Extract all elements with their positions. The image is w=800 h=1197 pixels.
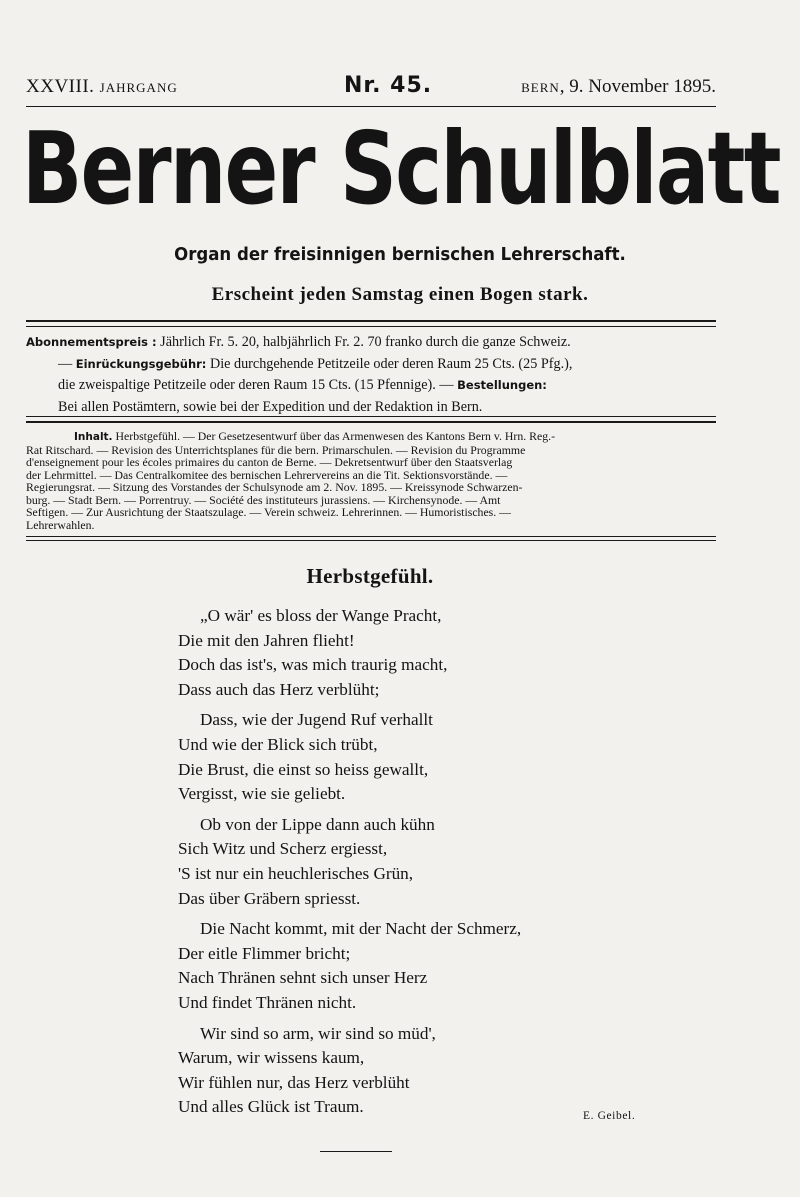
poem-verse: „O wär' es bloss der Wange Pracht, — [200, 606, 442, 625]
poem-verse: Wir sind so arm, wir sind so müd', — [200, 1023, 436, 1043]
poem-verse: Die Nacht kommt, mit der Nacht der Schmerz, — [200, 919, 522, 939]
poem-verse: Und alles Glück ist Traum. — [178, 1097, 364, 1117]
contents-line: Seftigen. — Zur Ausrichtung der Staatszulage. — Verein schweiz. Lehrerinnen. — Humoristisches. — — [26, 505, 511, 519]
poem-verse: 'S ist nur ein heuchlerisches Grün, — [178, 863, 414, 883]
price-text: Jährlich Fr. 5. 20, halbjährlich Fr. 2. 70 franko durch die ganze Schweiz. — [156, 334, 571, 350]
poem-verse: Und wie der Blick sich trübt, — [178, 734, 378, 754]
subscription-info — [26, 332, 716, 418]
contents-line: Lehrerwahlen. — [26, 517, 95, 532]
ad-fee-text: Die durchgehende Petitzeile oder deren Raum 25 Cts. (25 Pfg.), — [206, 355, 573, 372]
price-line — [26, 332, 716, 354]
issue-date — [521, 76, 716, 98]
poem-body — [178, 604, 658, 1126]
end-rule — [320, 1151, 392, 1152]
contents-bottom-rule-2 — [26, 540, 716, 541]
contents-label: Inhalt. — [74, 431, 113, 443]
contents-line: Regierungsrat. — Sitzung des Vorstandes der Schulsynode am 2. Nov. 1895. — Kreissynode Schwarzen- — [26, 480, 523, 494]
issue-header — [26, 73, 716, 104]
poem-stanza — [178, 1022, 658, 1120]
ad-fee-line — [26, 354, 716, 376]
poem-title: Herbstgefühl. — [306, 564, 434, 588]
subscription-bottom-rule-thick — [26, 421, 716, 423]
order-label: Bestellungen: — [457, 378, 547, 392]
order-line: Bei allen Postämtern, sowie bei der Expedition und der Redaktion in Bern. — [58, 398, 483, 415]
contents-line: Rat Ritschard. — Revision des Unterrichtsplanes für die bern. Primarschulen. — Revision du Programme — [26, 442, 526, 457]
poem-verse: Ob von der Lippe dann auch kühn — [200, 814, 435, 834]
ad-fee-line-2 — [26, 375, 716, 397]
volume-label: JAHRGANG — [99, 80, 178, 95]
ad-prefix: — — [58, 355, 76, 372]
ad-fee-text-2: die zweispaltige Petitzeile oder deren Raum 15 Cts. (15 Pfennige). — — [58, 377, 458, 393]
subscription-bottom-rule — [26, 416, 716, 417]
poem-verse: Doch das ist's, was mich traurig macht, — [178, 655, 448, 675]
poem-verse: Und findet Thränen nicht. — [178, 992, 357, 1012]
contents-line: d'enseignement pour les écoles primaires du canton de Berne. — Dekretsentwurf über den Staatsverlag — [26, 455, 513, 469]
poem-stanza — [178, 813, 658, 911]
poem-stanza — [178, 917, 658, 1015]
header-rule — [26, 106, 716, 107]
contents-line: Inhalt. Herbstgefühl. — Der Gesetzesentwurf über das Armenwesen des Kantons Bern v. Hrn. Reg.- — [26, 430, 718, 444]
price-label: Abonnementspreis : — [26, 335, 157, 349]
volume-info — [26, 76, 178, 98]
poem-verse: Vergisst, wie sie geliebt. — [178, 784, 346, 804]
masthead-subtitle: Organ der freisinnigen bernischen Lehrerschaft. — [174, 244, 626, 265]
issue-number: Nr. 45. — [344, 73, 433, 98]
poem-stanza — [178, 604, 658, 702]
poem-author: E. Geibel. — [583, 1110, 636, 1122]
poem-verse: Der eitle Flimmer bricht; — [178, 943, 351, 963]
poem-verse: Die Brust, die einst so heiss gewallt, — [178, 759, 429, 779]
date: , 9. November 1895. — [559, 76, 716, 97]
poem-verse: Dass auch das Herz verblüht; — [178, 679, 380, 699]
poem-verse: Das über Gräbern spriesst. — [178, 888, 361, 908]
poem-verse: Wir fühlen nur, das Herz verblüht — [178, 1072, 410, 1092]
poem-verse: Sich Witz und Scherz ergiesst, — [178, 839, 388, 859]
ad-fee-label: Einrückungsgebühr: — [75, 356, 207, 371]
publication-frequency: Erscheint jeden Samstag einen Bogen stark. — [211, 284, 589, 305]
contents-bottom-rule — [26, 536, 716, 537]
contents-line: der Lehrmittel. — Das Centralkomitee des bernischen Lehrervereins an die Tit. Sektionsvorstände. — — [26, 467, 508, 482]
contents-line: burg. — Stadt Bern. — Porrentruy. — Société des instituteurs jurassiens. — Kirchensynode. — Amt — [26, 492, 501, 507]
poem-stanza — [178, 708, 658, 806]
poem-verse: Warum, wir wissens kaum, — [178, 1048, 365, 1068]
subscription-top-rule-thin — [26, 326, 716, 327]
masthead-title: Berner Schulblatt — [22, 110, 780, 227]
table-of-contents — [26, 430, 718, 531]
poem-verse: Die mit den Jahren flieht! — [178, 630, 355, 650]
subscription-top-rule — [26, 320, 716, 322]
poem-verse: Nach Thränen sehnt sich unser Herz — [178, 968, 428, 988]
poem-verse: Dass, wie der Jugend Ruf verhallt — [200, 710, 433, 730]
place: BERN — [521, 80, 560, 95]
volume-number: XXVIII. — [26, 76, 95, 97]
